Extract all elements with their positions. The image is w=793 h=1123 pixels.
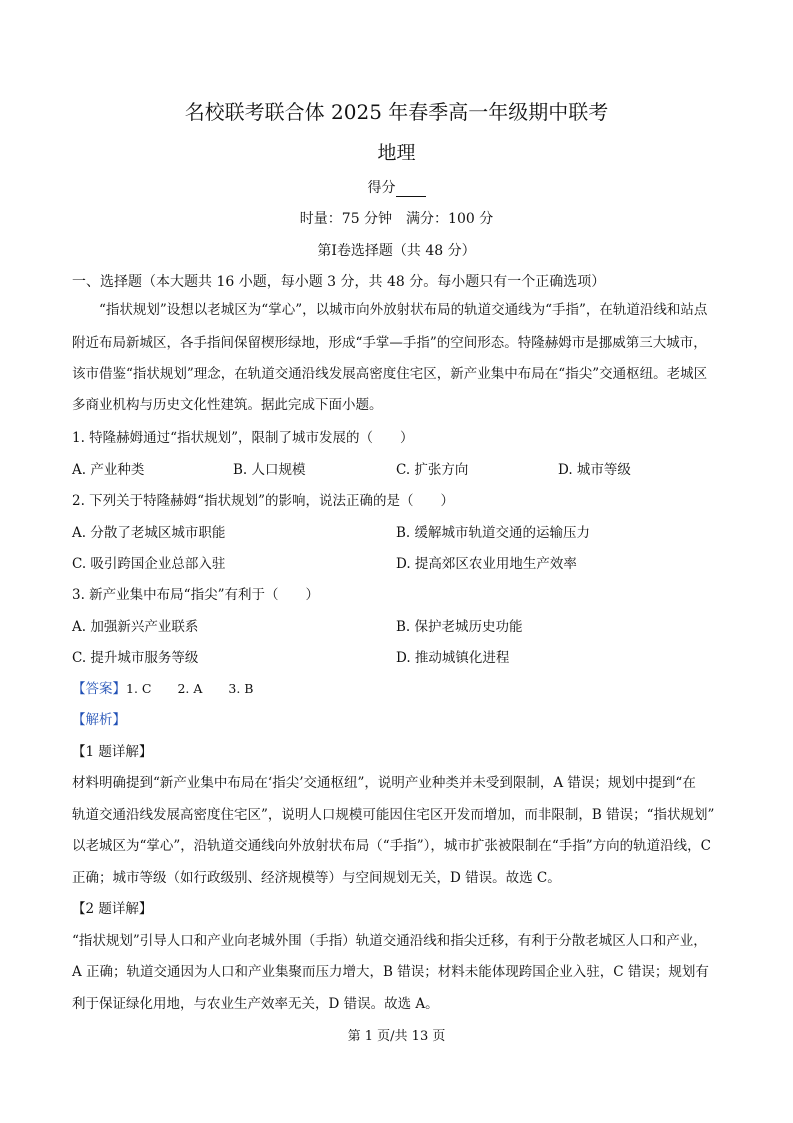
q2-detail-line: “指状规划”引导人口和产业向老城外围（手指）轨道交通沿线和指尖迁移，有利于分散老城区人口和产业， — [72, 933, 707, 949]
material-line: “指状规划”设想以老城区为“掌心”，以城市向外放射状布局的轨道交通线为“手指”，在轨道沿线和站点 — [99, 302, 708, 318]
q1-detail-label: 【1 题详解】 — [72, 744, 153, 760]
question-3-stem: 3. 新产业集中布局“指尖”有利于（ ） — [72, 587, 319, 603]
answer-label: 【答案】 — [72, 681, 126, 697]
score-blank — [396, 182, 426, 197]
page-number: 第 1 页/共 13 页 — [347, 1029, 446, 1044]
question-2-stem: 2. 下列关于特隆赫姆“指状规划”的影响，说法正确的是（ ） — [72, 493, 454, 509]
material-line: 附近布局新城区，各手指间保留楔形绿地，形成“手掌—手指”的空间形态。特隆赫姆市是挪威第三大城市， — [72, 335, 707, 351]
question-3-option-b: B. 保护老城历史功能 — [396, 619, 523, 635]
answer-line — [72, 677, 254, 697]
analysis-label: 【解析】 — [72, 712, 126, 728]
question-2-option-a: A. 分散了老城区城市职能 — [72, 525, 226, 541]
score-label: 得分 — [367, 180, 396, 196]
q1-detail-line: 以老城区为“掌心”，沿轨道交通线向外放射状布局（“手指”），城市扩张被限制在“手指”方向的轨道沿线，C — [72, 838, 711, 854]
material-paragraph — [72, 295, 722, 326]
question-1-option-b: B. 人口规模 — [233, 462, 306, 478]
score-line — [0, 177, 793, 197]
volume-heading: 第Ⅰ卷选择题（共 48 分） — [317, 243, 476, 259]
question-2-option-b: B. 缓解城市轨道交通的运输压力 — [396, 525, 591, 541]
subject-title: 地理 — [377, 142, 416, 164]
question-1-option-a: A. 产业种类 — [72, 462, 145, 478]
q1-detail-line: 轨道交通沿线发展高密度住宅区”，说明人口规模可能因住宅区开发而增加，而非限制，B 错误；“指状规划” — [72, 807, 715, 823]
question-3-option-a: A. 加强新兴产业联系 — [72, 619, 199, 635]
material-line: 多商业机构与历史文化性建筑。据此完成下面小题。 — [72, 397, 383, 413]
q1-detail-line: 材料明确提到“新产业集中布局在‘指尖’交通枢纽”，说明产业种类并未受到限制，A 错误；规划中提到“在 — [72, 775, 696, 791]
section-heading: 一、选择题（本大题共 16 小题，每小题 3 分，共 48 分。每小题只有一个正确选项） — [72, 274, 606, 290]
question-1-stem: 1. 特隆赫姆通过“指状规划”，限制了城市发展的（ ） — [72, 430, 414, 446]
answer-item: 2. A — [177, 681, 203, 696]
question-2-option-d: D. 提高郊区农业用地生产效率 — [396, 556, 577, 572]
q2-detail-line: 利于保证绿化用地，与农业生产效率无关，D 错误。故选 A。 — [72, 996, 439, 1012]
q1-detail-line: 正确；城市等级（如行政级别、经济规模等）与空间规划无关，D 错误。故选 C。 — [72, 870, 561, 886]
question-3-option-d: D. 推动城镇化进程 — [396, 650, 510, 666]
question-2-option-c: C. 吸引跨国企业总部入驻 — [72, 556, 226, 572]
q2-detail-label: 【2 题详解】 — [72, 901, 153, 917]
answer-item: 3. B — [228, 681, 254, 696]
question-1-option-c: C. 扩张方向 — [396, 462, 469, 478]
answer-item: 1. C — [126, 681, 152, 696]
question-3-option-c: C. 提升城市服务等级 — [72, 650, 199, 666]
question-1-option-d: D. 城市等级 — [558, 462, 631, 478]
material-line: 该市借鉴“指状规划”理念，在轨道交通沿线发展高密度住宅区，新产业集中布局在“指尖”交通枢纽。老城区 — [72, 366, 708, 382]
time-info: 时量：75 分钟 满分：100 分 — [299, 211, 494, 227]
q2-detail-line: A 正确；轨道交通因为人口和产业集聚而压力增大，B 错误；材料未能体现跨国企业入驻，C 错误；规划有 — [72, 964, 709, 980]
exam-title: 名校联考联合体 2025 年春季高一年级期中联考 — [184, 100, 609, 124]
